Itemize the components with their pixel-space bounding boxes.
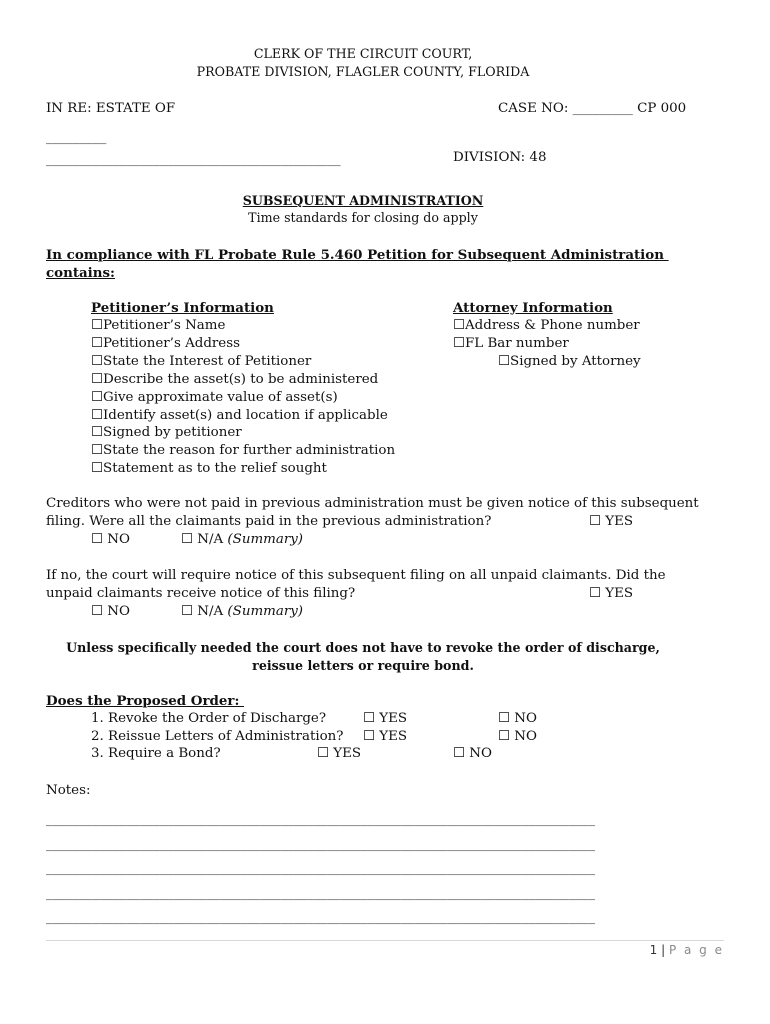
revoke-no-checkbox[interactable]: ☐ NO <box>498 711 537 726</box>
page-number: 1 <box>649 943 658 957</box>
unpaid-question: unpaid claimants receive notice of this filing? <box>46 586 356 601</box>
checkbox-icon: ☐ <box>91 443 104 459</box>
petitioner-checklist-item[interactable] <box>91 336 240 352</box>
petitioner-info-heading: Petitioner’s Information <box>91 300 274 316</box>
question-reissue-letters: 2. Reissue Letters of Administration? <box>91 729 344 744</box>
checklist-item-label: Petitioner’s Address <box>103 335 240 351</box>
form-subtitle: Time standards for closing do apply <box>248 211 478 226</box>
creditors-question: filing. Were all the claimants paid in the previous administration? <box>46 514 492 529</box>
attorney-checklist-item[interactable] <box>453 318 640 334</box>
checkbox-icon: ☐ <box>91 407 104 423</box>
reissue-no-checkbox[interactable]: ☐ NO <box>498 729 537 744</box>
notes-label: Notes: <box>46 783 91 798</box>
unpaid-summary-label: (Summary) <box>227 604 304 619</box>
checklist-item-label: FL Bar number <box>465 335 569 351</box>
creditors-na-checkbox[interactable] <box>181 532 303 548</box>
court-name-line: CLERK OF THE CIRCUIT COURT, <box>253 47 473 62</box>
attorney-checklist-item[interactable] <box>453 336 569 352</box>
checkbox-icon: ☐ <box>91 335 104 351</box>
checkbox-icon: ☐ <box>453 318 466 333</box>
creditors-notice-text: Creditors who were not paid in previous administration must be given notice of this subsequent <box>46 496 699 511</box>
checklist-item-label: Identify asset(s) and location if applicable <box>103 407 388 423</box>
unpaid-na-label: ☐ N/A <box>181 604 228 619</box>
division-number: DIVISION: 48 <box>453 150 547 165</box>
notes-line[interactable]: __________________________________________________________________________________ <box>46 812 596 827</box>
checkbox-icon: ☐ <box>498 353 511 369</box>
page-separator: | <box>657 943 669 957</box>
compliance-heading-cont: contains: <box>46 265 115 281</box>
question-require-bond: 3. Require a Bond? <box>91 746 221 761</box>
footer-divider <box>46 940 724 941</box>
petitioner-checklist-item[interactable] <box>91 390 338 406</box>
revoke-yes-checkbox[interactable]: ☐ YES <box>363 711 408 726</box>
petitioner-checklist-item[interactable] <box>91 408 388 424</box>
checklist-item-label: Signed by Attorney <box>510 353 641 369</box>
notes-line[interactable]: __________________________________________________________________________________ <box>46 910 596 925</box>
checklist-item-label: State the Interest of Petitioner <box>103 353 312 369</box>
creditors-na-label: ☐ N/A <box>181 532 228 547</box>
court-division-line: PROBATE DIVISION, FLAGLER COUNTY, FLORIDA <box>196 65 530 80</box>
checkbox-icon: ☐ <box>91 461 104 477</box>
attorney-checklist-item[interactable] <box>498 354 641 370</box>
in-re-estate: IN RE: ESTATE OF <box>46 101 176 116</box>
estate-name-blank: _________ <box>46 130 107 145</box>
unpaid-notice-text: If no, the court will require notice of this subsequent filing on all unpaid claimants. Did the <box>46 568 666 583</box>
checklist-item-label: Address & Phone number <box>465 318 640 333</box>
discharge-notice-cont: reissue letters or require bond. <box>252 658 474 674</box>
question-revoke-discharge: 1. Revoke the Order of Discharge? <box>91 711 327 726</box>
creditors-no-checkbox[interactable]: ☐ NO <box>91 532 130 547</box>
checkbox-icon: ☐ <box>91 353 104 369</box>
petitioner-checklist-item[interactable] <box>91 318 225 334</box>
creditors-summary-label: (Summary) <box>227 532 304 547</box>
page-footer <box>650 943 724 957</box>
checklist-item-label: Describe the asset(s) to be administered <box>103 371 379 387</box>
petitioner-checklist-item[interactable] <box>91 443 395 459</box>
checkbox-icon: ☐ <box>91 318 104 333</box>
petitioner-checklist-item[interactable] <box>91 425 242 441</box>
unpaid-yes-checkbox[interactable]: ☐ YES <box>589 586 634 601</box>
checklist-item-label: Signed by petitioner <box>103 425 242 441</box>
proposed-order-heading: Does the Proposed Order: <box>46 693 245 709</box>
checkbox-icon: ☐ <box>91 425 104 441</box>
notes-line[interactable]: __________________________________________________________________________________ <box>46 861 596 876</box>
petitioner-checklist-item[interactable] <box>91 461 327 477</box>
unpaid-no-checkbox[interactable]: ☐ NO <box>91 604 130 619</box>
checklist-item-label: Statement as to the relief sought <box>103 461 327 477</box>
checklist-item-label: Petitioner’s Name <box>103 318 226 333</box>
checklist-item-label: State the reason for further administration <box>103 443 396 459</box>
unpaid-na-checkbox[interactable] <box>181 604 303 620</box>
petitioner-checklist-item[interactable] <box>91 372 378 388</box>
compliance-heading: In compliance with FL Probate Rule 5.460 Petition for Subsequent Administration <box>46 247 669 263</box>
checkbox-icon: ☐ <box>91 371 104 387</box>
bond-no-checkbox[interactable]: ☐ NO <box>453 746 492 761</box>
estate-name-blank-long: ____________________________________________ <box>46 152 341 167</box>
checkbox-icon: ☐ <box>453 335 466 351</box>
checkbox-icon: ☐ <box>91 389 104 405</box>
creditors-yes-checkbox[interactable]: ☐ YES <box>589 514 634 529</box>
reissue-yes-checkbox[interactable]: ☐ YES <box>363 729 408 744</box>
notes-line[interactable]: __________________________________________________________________________________ <box>46 886 596 901</box>
discharge-notice: Unless specifically needed the court does not have to revoke the order of discharge, <box>66 640 660 656</box>
checklist-item-label: Give approximate value of asset(s) <box>103 389 338 405</box>
page-label: P a g e <box>668 943 724 957</box>
bond-yes-checkbox[interactable]: ☐ YES <box>317 746 362 761</box>
form-title: SUBSEQUENT ADMINISTRATION <box>242 193 484 209</box>
petitioner-checklist-item[interactable] <box>91 354 311 370</box>
case-number: CASE NO: _________ CP 000 <box>498 101 687 116</box>
attorney-info-heading: Attorney Information <box>453 300 613 316</box>
notes-line[interactable]: __________________________________________________________________________________ <box>46 837 596 852</box>
